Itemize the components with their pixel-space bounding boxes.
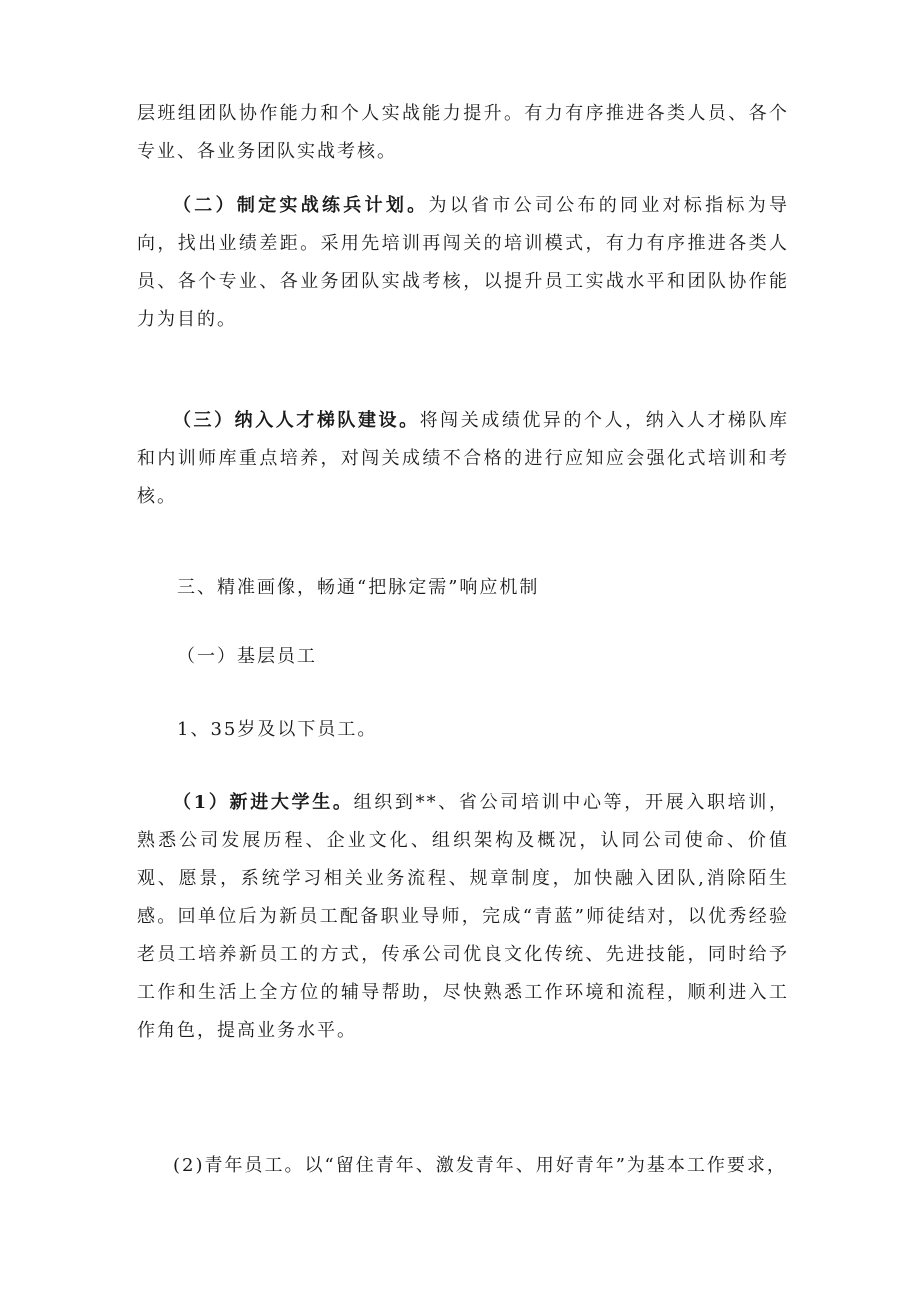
section-title: 三、精准画像，畅通“把脉定需”响应机制 [177,577,540,598]
subsection-title: （一）基层员工 [177,646,317,667]
paragraph-plan [137,187,789,339]
paragraph-heading: （二）制定实战练兵计划。 [173,195,429,216]
paragraph-text: 组织到**、省公司培训中心等，开展入职培训，熟悉公司发展历程、企业文化、组织架构及概况，认同公司使命、价值观、愿景，系统学习相关业务流程、规章制度，加快融入团队,消除陌生感。回单位后为新员工配备职业导师，完成“青蓝”师徒结对，以优秀经验老员工培养新员工的方式，传承公司优良文化传统、先进技能，同时给予工作和生活上全方位的辅导帮助，尽快熟悉工作环境和流程，顺利进入工作角色，提高业务水平。 [137,792,790,1041]
paragraph-text: 层班组团队协作能力和个人实战能力提升。有力有序推进各类人员、各个专业、各业务团队实战考核。 [137,103,789,162]
paragraph-talent [137,402,789,516]
paragraph-continuation [137,95,789,171]
paragraph-text: (2)青年员工。以“留住青年、激发青年、用好青年”为基本工作要求， [173,1155,787,1176]
paragraph-heading: （三）纳入人才梯队建设。 [173,410,420,431]
paragraph-young-staff [137,1147,789,1185]
paragraph-heading: （1）新进大学生。 [173,792,354,813]
paragraph-new-graduates [137,784,789,1050]
item-title: 1、35岁及以下员工。 [177,719,378,740]
paragraph-text: 为以省市公司公布的同业对标指标为导向，找出业绩差距。采用先培训再闯关的培训模式，有力有序推进各类人员、各个专业、各业务团队实战考核，以提升员工实战水平和团队协作能力为目的。 [137,195,790,330]
paragraph-text: 将闯关成绩优异的个人，纳入人才梯队库和内训师库重点培养，对闯关成绩不合格的进行应知应会强化式培训和考核。 [137,410,790,507]
